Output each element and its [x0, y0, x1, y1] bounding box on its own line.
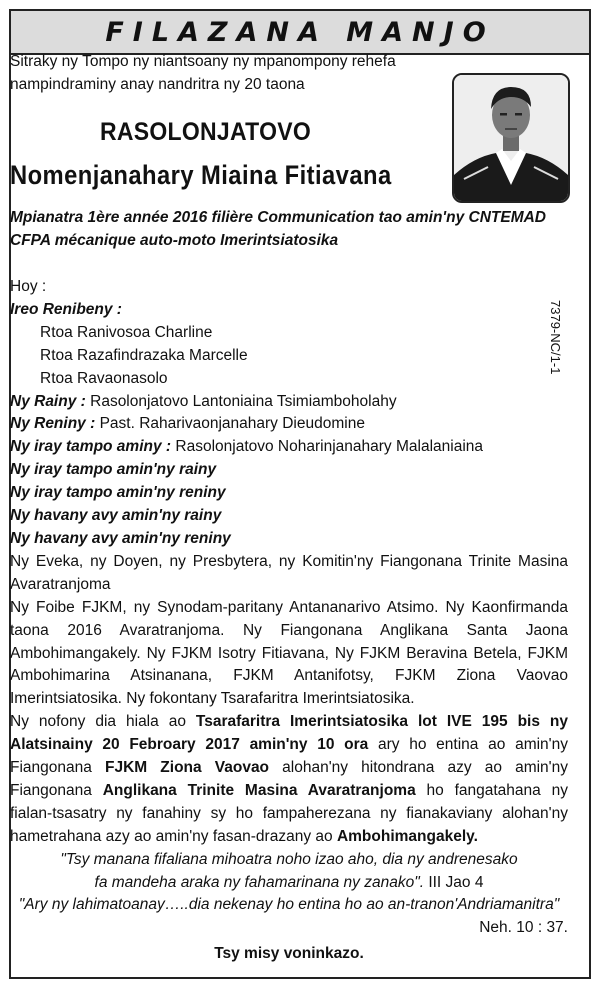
verse-line-2 — [10, 872, 568, 895]
sibling-label: Ny iray tampo aminy : — [10, 438, 172, 456]
greeting: Hoy : — [10, 278, 47, 295]
father-name: Rasolonjatovo Lantoniaina Tsimiamboholahy — [90, 392, 397, 410]
deceased-given-names: Nomenjanahary Miaina Fitiavana — [10, 160, 392, 190]
grandmother-name: Rtoa Ranivosoa Charline — [40, 323, 213, 341]
organizations-paragraph: Ny Foibe FJKM, ny Synodam-paritany Antananarivo Atsimo. Ny Kaonfirmanda taona 2016 Avaratranjoma. Ny Fiangonana Anglikana Santa Jaona Ambohimangakely. Ny FJKM Isotry Fitiavana, Ny FJKM Beravina Betela, FJKM Ambohimarina Atsinanana, FJKM Antanifotsy, FJKM Ziona Vaovao Imerintsiatosika. Ny fokontany Tsarafaritra Imerintsiatosika. — [10, 598, 568, 708]
relative-group: Ny iray tampo amin'ny rainy — [10, 461, 217, 479]
verse-2-reference: Neh. 10 : 37. — [479, 919, 568, 937]
verse-line-1: "Tsy manana fifaliana mihoatra noho izao aho, dia ny andrenesako — [60, 850, 518, 868]
relative-group: Ny iray tampo amin'ny reniny — [10, 484, 226, 502]
burial-place: Ambohimangakely. — [336, 827, 478, 845]
portrait-image — [454, 75, 568, 201]
funeral-text: ary ho entina ao amin'ny Fiangonana — [10, 736, 568, 777]
reference-code: 7379-NC/1-1 — [548, 300, 563, 375]
verse-reference: III Jao 4 — [424, 873, 484, 891]
mother-line — [10, 413, 568, 436]
funeral-location-date: Tsarafaritra Imerintsiatosika lot IVE 195 bis ny Alatsinainy 20 Febroary 2017 amin'ny 10 ora — [10, 713, 568, 754]
funeral-text: ho fangatahana ny fialan-tsasatry ny fanahiny sy ho fampaherezana ny fianakaviany alohan'ny hametrahana azy ao amin'ny fasan-drazany ao — [10, 781, 568, 845]
funeral-paragraph — [10, 711, 568, 848]
grandmother-name: Rtoa Ravaonasolo — [40, 369, 168, 387]
relative-group: Ny havany avy amin'ny rainy — [10, 507, 222, 525]
portrait-photo — [452, 73, 570, 203]
sibling-line — [10, 436, 568, 459]
funeral-text: alohan'ny hitondrana azy ao amin'ny Fiangonana — [10, 759, 569, 799]
father-label: Ny Rainy : — [10, 392, 86, 410]
deceased-surname: RASOLONJATOVO — [100, 118, 312, 146]
notice-body — [10, 276, 568, 966]
mother-name: Past. Raharivaonjanahary Dieudomine — [99, 415, 365, 433]
verse-2-text: "Ary ny lahimatoanay…..dia nekenay ho entina ho ao an-tranon'Andriamanitra" — [18, 896, 560, 914]
relative-group: Ny havany avy amin'ny reniny — [10, 529, 231, 547]
first-church: FJKM Ziona Vaovao — [105, 759, 270, 777]
sibling-name: Rasolonjatovo Noharinjanahary Malalaniaina — [175, 438, 483, 456]
grandmothers-label: Ireo Renibeny : — [10, 300, 122, 318]
closing-note: Tsy misy voninkazo. — [214, 945, 364, 963]
church-paragraph: Ny Eveka, ny Doyen, ny Presbytera, ny Komitin'ny Fiangonana Trinite Masina Avaratranjoma — [10, 552, 568, 593]
funeral-text: Ny nofony dia hiala ao — [10, 713, 196, 731]
second-church: Anglikana Trinite Masina Avaratranjoma — [102, 781, 416, 799]
verse-text: fa mandeha araka ny fahamarinana ny zanako". — [94, 873, 425, 891]
banner-title: FILAZANA MANJO — [105, 17, 495, 48]
deceased-description: Mpianatra 1ère année 2016 filière Communication tao amin'ny CNTEMAD CFPA mécanique auto-moto Imerintsiatosika — [10, 209, 546, 249]
father-line — [10, 391, 568, 414]
grandmother-name: Rtoa Razafindrazaka Marcelle — [40, 346, 248, 364]
mother-label: Ny Reniny : — [10, 415, 96, 433]
notice-banner — [11, 11, 589, 55]
intro-text: Sitraky ny Tompo ny niantsoany ny mpanompony rehefa nampindraminy anay nandritra ny 20 taona — [10, 53, 396, 93]
